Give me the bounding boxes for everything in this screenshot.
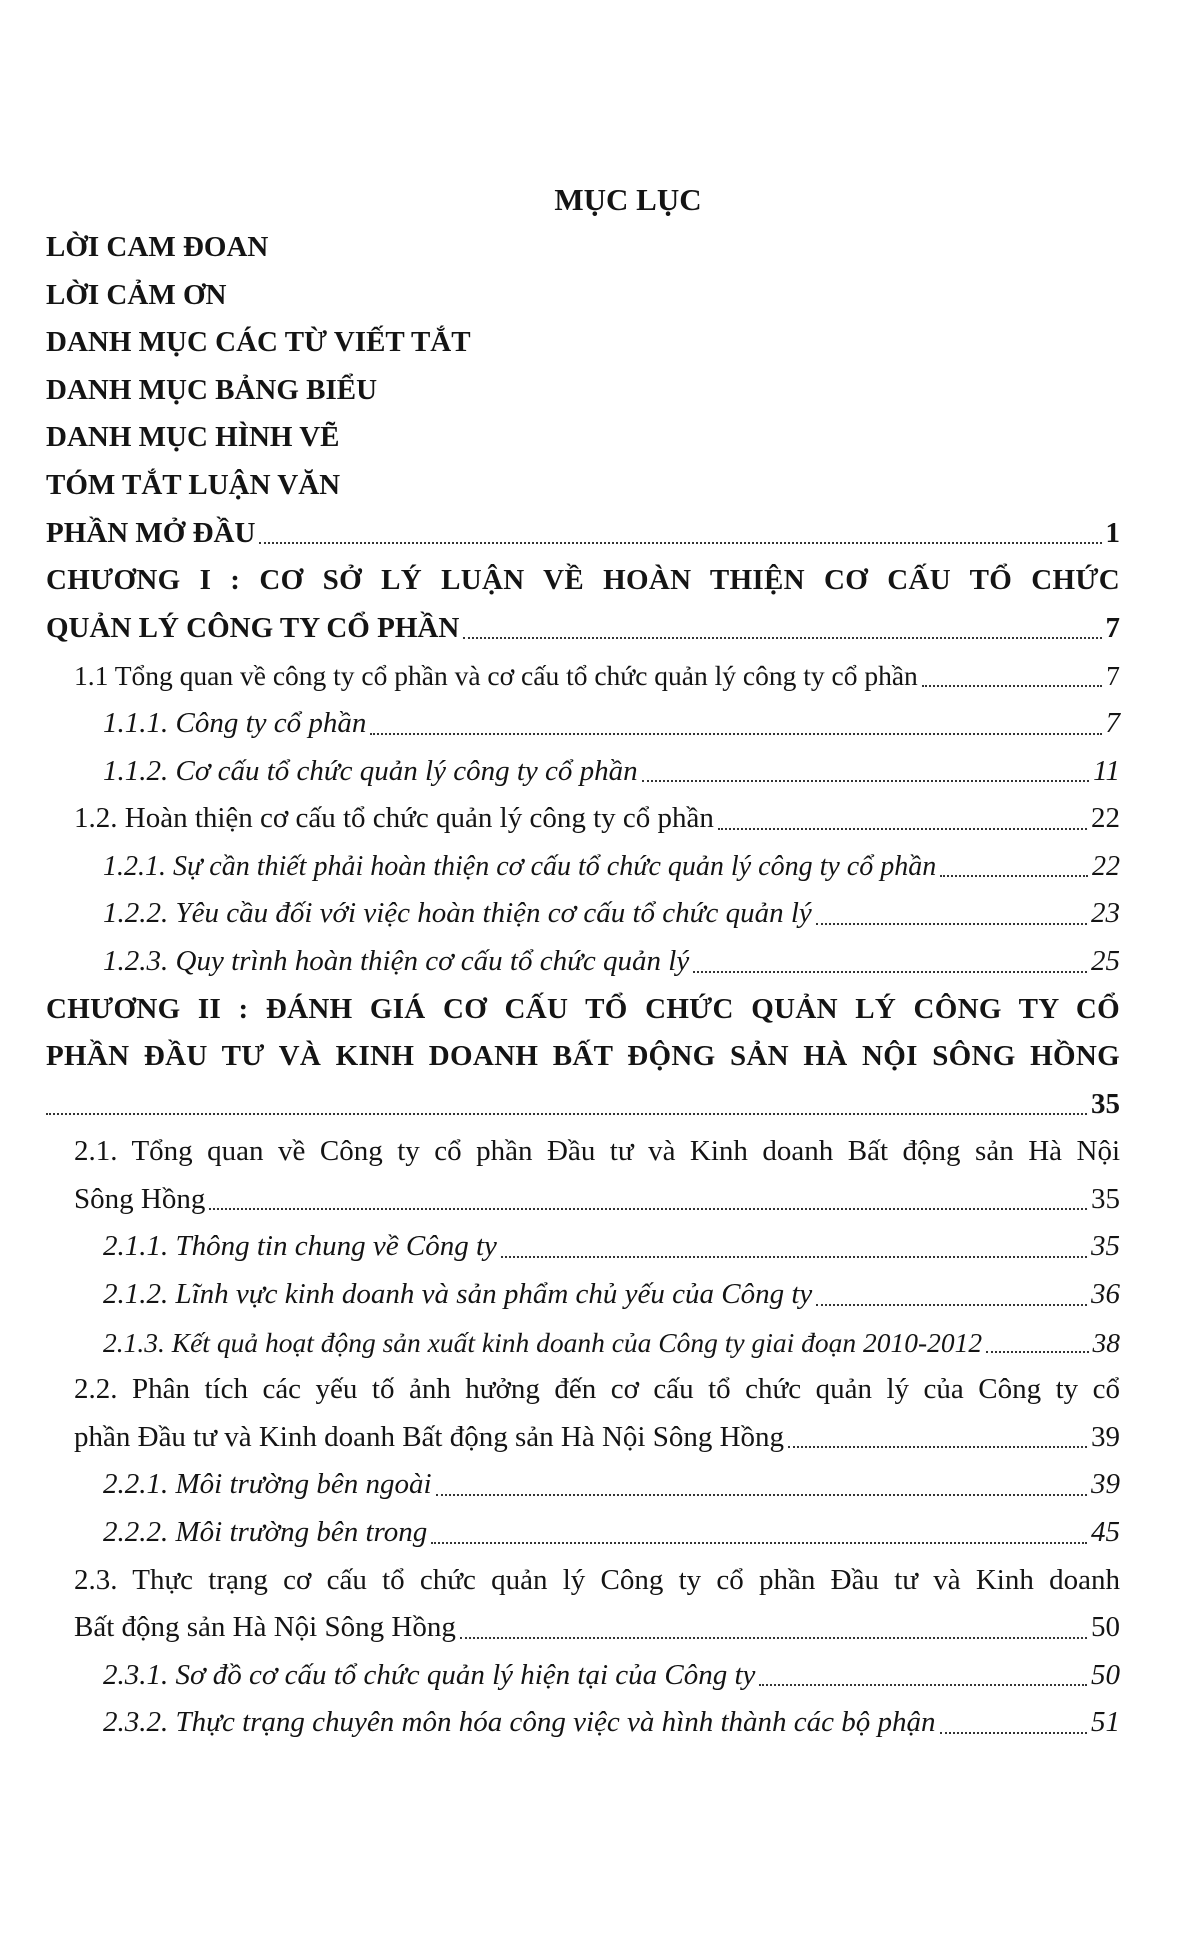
leader-dots bbox=[816, 890, 1087, 938]
leader-dots bbox=[431, 1509, 1087, 1557]
toc-subsection: 2.2.1. Môi trường bên ngoài 39 bbox=[46, 1461, 1120, 1509]
leader-dots bbox=[370, 700, 1101, 748]
toc-subsection: 1.2.1. Sự cần thiết phải hoàn thiện cơ cấu tổ chức quản lý công ty cổ phần 22 bbox=[46, 843, 1120, 891]
toc-subsection: 2.1.3. Kết quả hoạt động sản xuất kinh doanh của Công ty giai đoạn 2010-2012 38 bbox=[46, 1319, 1120, 1367]
leader-dots bbox=[940, 1699, 1088, 1747]
page-number: 35 bbox=[1091, 1230, 1120, 1263]
page-number: 22 bbox=[1091, 802, 1120, 835]
page-number: 36 bbox=[1091, 1278, 1120, 1311]
toc-chapter-2-line1: CHƯƠNG II : ĐÁNH GIÁ CƠ CẤU TỔ CHỨC QUẢN LÝ CÔNG TY CỔ bbox=[46, 992, 1120, 1025]
toc-section: Bất động sản Hà Nội Sông Hồng 50 bbox=[46, 1604, 1120, 1652]
toc-chapter-2-line2: PHẦN ĐẦU TƯ VÀ KINH DOANH BẤT ĐỘNG SẢN HÀ NỘI SÔNG HỒNG bbox=[46, 1040, 1120, 1073]
toc-subsection: 2.1.1. Thông tin chung về Công ty 35 bbox=[46, 1223, 1120, 1271]
leader-dots bbox=[460, 1604, 1087, 1652]
toc-section-line1: 2.1. Tổng quan về Công ty cổ phần Đầu tư và Kinh doanh Bất động sản Hà Nội bbox=[74, 1135, 1120, 1168]
page-number: 35 bbox=[1091, 1182, 1120, 1215]
toc-front-item: DANH MỤC CÁC TỪ VIẾT TẮT bbox=[46, 326, 471, 359]
page-number: 38 bbox=[1092, 1326, 1120, 1358]
toc-subsection: 2.1.2. Lĩnh vực kinh doanh và sản phẩm chủ yếu của Công ty 36 bbox=[46, 1271, 1120, 1319]
page-title: MỤC LỤC bbox=[554, 182, 702, 217]
leader-dots bbox=[816, 1271, 1087, 1319]
leader-dots bbox=[463, 605, 1101, 653]
page-number: 23 bbox=[1091, 897, 1120, 930]
toc-chapter-1-line1: CHƯƠNG I : CƠ SỞ LÝ LUẬN VỀ HOÀN THIỆN CƠ CẤU TỔ CHỨC bbox=[46, 564, 1120, 597]
leader-dots bbox=[759, 1652, 1087, 1700]
leader-dots bbox=[940, 843, 1088, 891]
page-number: 51 bbox=[1091, 1706, 1120, 1739]
toc-chapter-2 bbox=[46, 1081, 1120, 1129]
leader-dots bbox=[642, 748, 1089, 796]
toc-section-line1: 2.3. Thực trạng cơ cấu tổ chức quản lý Công ty cổ phần Đầu tư và Kinh doanh bbox=[74, 1563, 1120, 1596]
toc-front-item: DANH MỤC HÌNH VẼ bbox=[46, 421, 340, 454]
page-number: 11 bbox=[1093, 754, 1120, 787]
page-number: 25 bbox=[1091, 944, 1120, 977]
page-number: 50 bbox=[1091, 1611, 1120, 1644]
table-of-contents bbox=[46, 176, 1120, 1747]
page-number: 35 bbox=[1091, 1087, 1120, 1120]
toc-subsection: 2.2.2. Môi trường bên trong 45 bbox=[46, 1509, 1120, 1557]
toc-subsection: 1.2.2. Yêu cầu đối với việc hoàn thiện cơ cấu tổ chức quản lý 23 bbox=[46, 890, 1120, 938]
page-number: 7 bbox=[1106, 660, 1120, 692]
toc-section: 1.1 Tổng quan về công ty cổ phần và cơ cấu tổ chức quản lý công ty cổ phần 7 bbox=[46, 652, 1120, 700]
page-number: 7 bbox=[1105, 706, 1120, 739]
toc-subsection: 1.1.2. Cơ cấu tổ chức quản lý công ty cổ phần 11 bbox=[46, 748, 1120, 796]
leader-dots bbox=[718, 795, 1087, 843]
leader-dots bbox=[788, 1414, 1087, 1462]
leader-dots bbox=[986, 1319, 1088, 1367]
page-number: 39 bbox=[1091, 1420, 1120, 1453]
toc-intro: PHẦN MỞ ĐẦU 1 bbox=[46, 510, 1120, 558]
toc-subsection: 2.3.2. Thực trạng chuyên môn hóa công việc và hình thành các bộ phận 51 bbox=[46, 1699, 1120, 1747]
toc-front-item: LỜI CAM ĐOAN bbox=[46, 231, 269, 263]
toc-section: Sông Hồng 35 bbox=[46, 1176, 1120, 1224]
toc-front-item: LỜI CẢM ƠN bbox=[46, 278, 227, 311]
leader-dots bbox=[501, 1223, 1087, 1271]
toc-chapter-1: QUẢN LÝ CÔNG TY CỔ PHẦN 7 bbox=[46, 605, 1120, 653]
page-number: 50 bbox=[1091, 1658, 1120, 1691]
toc-section: phần Đầu tư và Kinh doanh Bất động sản Hà Nội Sông Hồng 39 bbox=[46, 1414, 1120, 1462]
toc-subsection: 2.3.1. Sơ đồ cơ cấu tổ chức quản lý hiện tại của Công ty 50 bbox=[46, 1652, 1120, 1700]
toc-subsection: 1.1.1. Công ty cổ phần 7 bbox=[46, 700, 1120, 748]
toc-subsection: 1.2.3. Quy trình hoàn thiện cơ cấu tổ chức quản lý 25 bbox=[46, 938, 1120, 986]
leader-dots bbox=[436, 1461, 1087, 1509]
toc-front-item: DANH MỤC BẢNG BIỂU bbox=[46, 373, 378, 406]
toc-section-line1: 2.2. Phân tích các yếu tố ảnh hưởng đến cơ cấu tổ chức quản lý của Công ty cổ bbox=[74, 1373, 1120, 1406]
toc-section: 1.2. Hoàn thiện cơ cấu tổ chức quản lý công ty cổ phần 22 bbox=[46, 795, 1120, 843]
leader-dots bbox=[922, 652, 1102, 700]
page-number: 7 bbox=[1105, 611, 1120, 644]
page-number: 39 bbox=[1091, 1468, 1120, 1501]
page-number: 22 bbox=[1092, 850, 1120, 882]
page-number: 1 bbox=[1105, 516, 1120, 549]
leader-dots bbox=[693, 938, 1087, 986]
page-number: 45 bbox=[1091, 1516, 1120, 1549]
leader-dots bbox=[259, 510, 1101, 558]
toc-front-item: TÓM TẮT LUẬN VĂN bbox=[46, 468, 341, 501]
leader-dots bbox=[46, 1081, 1087, 1129]
leader-dots bbox=[209, 1176, 1087, 1224]
